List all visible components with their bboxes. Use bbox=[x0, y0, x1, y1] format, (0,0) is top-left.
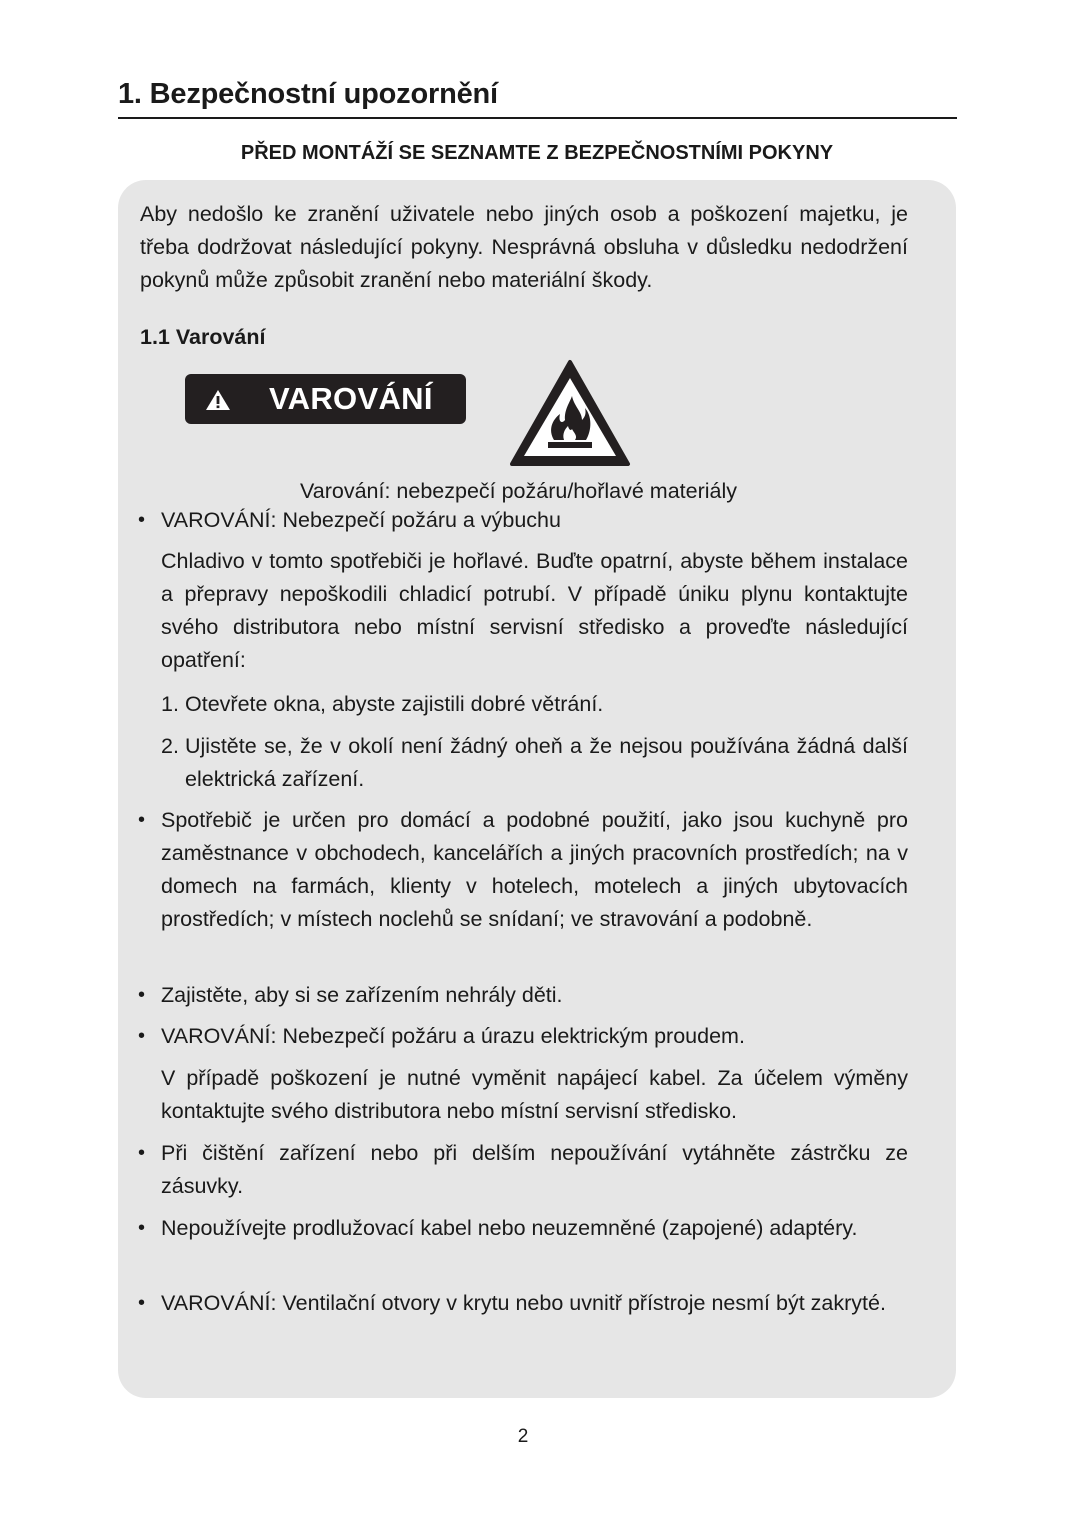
bullet-marker: • bbox=[138, 809, 146, 831]
bullet-fire-explosion-title: VAROVÁNÍ: Nebezpečí požáru a výbuchu bbox=[161, 508, 561, 532]
fire-sign-caption: Varování: nebezpečí požáru/hořlavé materiály bbox=[300, 479, 738, 503]
bullet-ventilation: VAROVÁNÍ: Ventilační otvory v krytu nebo uvnitř přístroje nesmí být zakryté. bbox=[161, 1291, 886, 1315]
safety-subheading: PŘED MONTÁŽÍ SE SEZNAMTE Z BEZPEČNOSTNÍMI POKYNY bbox=[240, 142, 834, 164]
bullet-extension-cable: Nepoužívejte prodlužovací kabel nebo neuzemněné (zapojené) adaptéry. bbox=[161, 1216, 858, 1240]
warning-triangle-icon bbox=[205, 389, 231, 411]
bullet-fire-explosion-body: Chladivo v tomto spotřebiči je hořlavé. Buďte opatrní, abyste během instalace a přepravy nepoškodili chladicí potrubí. V případě úniku plynu kontaktujte svého distributora nebo místní servisní středisko a proveďte následující opatření: bbox=[161, 549, 908, 672]
step-ventilate: Otevřete okna, abyste zajistili dobré větrání. bbox=[185, 692, 604, 716]
bullet-marker: • bbox=[138, 1025, 146, 1047]
bullet-unplug: Při čištění zařízení nebo při delším nepoužívání vytáhněte zástrčku ze zásuvky. bbox=[161, 1141, 908, 1198]
bullet-marker: • bbox=[138, 1142, 146, 1164]
step-no-fire: Ujistěte se, že v okolí není žádný oheň a že nejsou používána žádná další elektrická zařízení. bbox=[185, 734, 908, 791]
intro-paragraph: Aby nedošlo ke zranění uživatele nebo jiných osob a poškození majetku, je třeba dodržovat následující pokyny. Nesprávná obsluha v důsledku nedodržení pokynů může způsobit zranění nebo materiální škody. bbox=[140, 202, 908, 292]
bullet-marker: • bbox=[138, 1292, 146, 1314]
warning-badge-label: VAROVÁNÍ bbox=[269, 381, 433, 416]
title-divider bbox=[118, 117, 957, 119]
bullet-intended-use: Spotřebič je určen pro domácí a podobné použití, jako jsou kuchyně pro zaměstnance v obchodech, kancelářích a jiných pracovních prostředích; na v domech na farmách, klienty v hotelech, motelech a jiných ubytovacích prostředích; v místech noclehů se snídaní; ve stravování a podobně. bbox=[161, 808, 908, 931]
bullet-electric-body: V případě poškození je nutné vyměnit napájecí kabel. Za účelem výměny kontaktujte svého distributora nebo místní servisní středisko. bbox=[161, 1066, 908, 1123]
warning-heading: 1.1 Varování bbox=[140, 325, 266, 349]
step-number: 2. bbox=[161, 734, 179, 758]
bullet-electric-title: VAROVÁNÍ: Nebezpečí požáru a úrazu elektrickým proudem. bbox=[161, 1024, 745, 1048]
page-number: 2 bbox=[517, 1426, 529, 1447]
bullet-marker: • bbox=[138, 1217, 146, 1239]
bullet-children: Zajistěte, aby si se zařízením nehrály děti. bbox=[161, 983, 563, 1007]
bullet-marker: • bbox=[138, 509, 146, 531]
warning-badge bbox=[185, 374, 466, 424]
section-title: 1. Bezpečnostní upozornění bbox=[118, 78, 498, 110]
step-number: 1. bbox=[161, 692, 179, 716]
bullet-marker: • bbox=[138, 984, 146, 1006]
flammable-hazard-icon bbox=[508, 358, 632, 468]
